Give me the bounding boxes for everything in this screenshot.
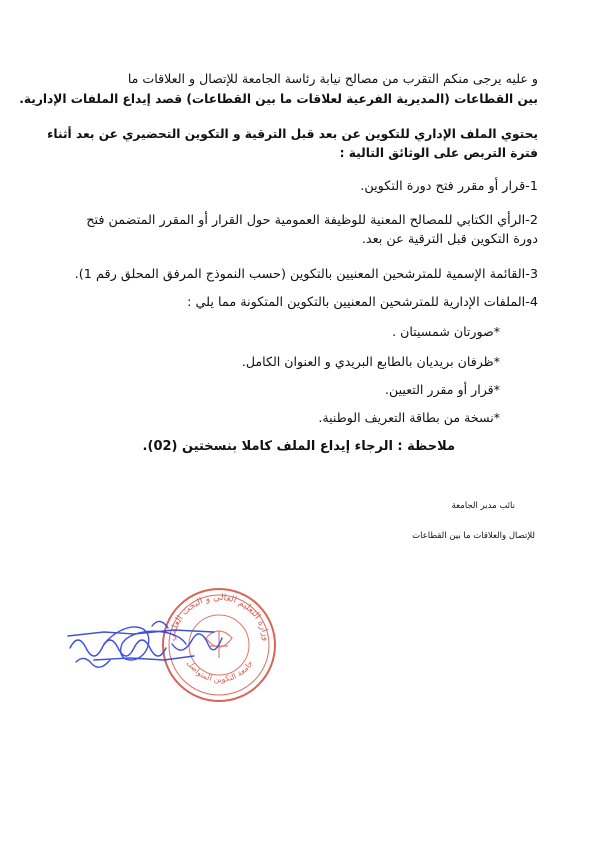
stamp-outer-text: وزارة التعليم العالي و البحث العلمي <box>167 592 271 642</box>
list-item-1: 1-قرار أو مقرر فتح دورة التكوين. <box>360 179 538 194</box>
sub-item-appointment: *قرار أو مقرر التعيين. <box>385 382 500 397</box>
signature-title-line-2: للإتصال والعلاقات ما بين القطاعات <box>412 531 535 541</box>
intro-line-2: بين القطاعات (المديرية الفرعية لعلاقات ما بين القطاعات) قصد إيداع الملفات الإدارية. <box>19 92 538 106</box>
signature-title-line-1: نائب مدير الجامعة <box>451 501 515 511</box>
list-item-2-line-1: 2-الرأي الكتابي للمصالح المعنية للوظيفة العمومية حول القرار أو المقرر المتضمن فتح <box>86 213 538 228</box>
sub-item-id-card: *نسخة من بطاقة التعريف الوطنية. <box>318 410 500 425</box>
sub-item-photos: *صورتان شمسيتان . <box>392 324 500 339</box>
intro-line-1: و عليه يرجى منكم التقرب من مصالح نيابة رئاسة الجامعة للإتصال و العلاقات ما <box>127 71 538 86</box>
list-item-4: 4-الملفات الإدارية للمترشحين المعنيين بالتكوين المتكونة مما يلي : <box>187 295 538 310</box>
note-text: ملاحظة : الرجاء إيداع الملف كاملا بنسختين (02). <box>142 439 455 454</box>
handwritten-signature <box>64 614 226 676</box>
stamp-inner-text: جامعة التكوين المتواصل <box>185 658 255 684</box>
heading-line-1: يحتوي الملف الإداري للتكوين عن بعد قبل الترقية و التكوين التحضيري عن بعد أثناء <box>47 127 538 141</box>
sub-item-envelopes: *ظرفان بريديان بالطابع البريدي و العنوان الكامل. <box>241 354 500 369</box>
heading-line-2: فترة التربص على الوثائق التالية : <box>339 146 538 160</box>
list-item-3: 3-القائمة الإسمية للمترشحين المعنيين بالتكوين (حسب النموذج المرفق المحلق رقم 1). <box>74 267 538 282</box>
list-item-2-line-2: دورة التكوين قبل الترقية عن بعد. <box>361 232 538 247</box>
